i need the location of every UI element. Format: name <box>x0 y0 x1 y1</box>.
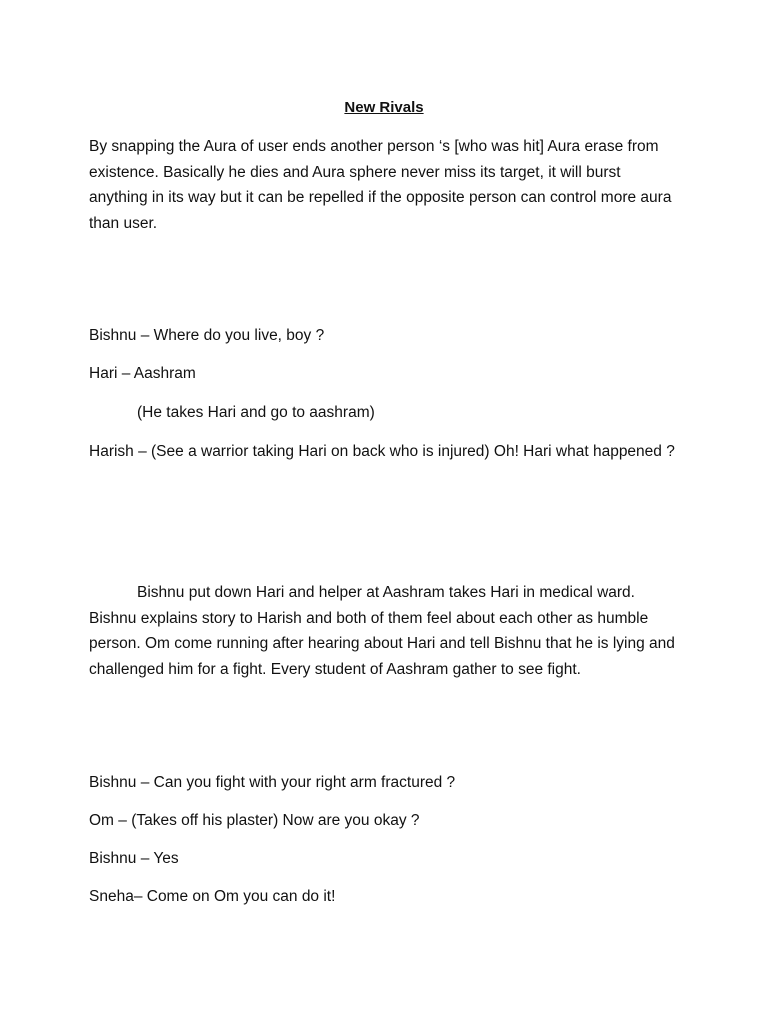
dialogue-line: Bishnu – Yes <box>89 850 179 867</box>
intro-paragraph: By snapping the Aura of user ends another person ‘s [who was hit] Aura erase from existence. Basically he dies and Aura sphere never miss its target, it will burst anything in its way but it can be repelled if the opposite person can control more aura than user. <box>89 138 672 232</box>
dialogue-line: Sneha– Come on Om you can do it! <box>89 888 336 905</box>
document-title: New Rivals <box>344 99 424 116</box>
narration-paragraph: Bishnu put down Hari and helper at Aashram takes Hari in medical ward. Bishnu explains story to Harish and both of them feel about each other as humble person. Om come running after hearing about Hari and tell Bishnu that he is lying and challenged him for a fight. Every student of Aashram gather to see fight. <box>89 584 675 678</box>
dialogue-line: Om – (Takes off his plaster) Now are you okay ? <box>89 812 420 829</box>
dialogue-line: Harish – (See a warrior taking Hari on back who is injured) Oh! Hari what happened ? <box>89 443 675 460</box>
dialogue-line: Bishnu – Can you fight with your right arm fractured ? <box>89 774 456 791</box>
dialogue-line: Bishnu – Where do you live, boy ? <box>89 327 325 344</box>
dialogue-line: Hari – Aashram <box>89 365 196 382</box>
stage-direction: (He takes Hari and go to aashram) <box>137 404 375 421</box>
